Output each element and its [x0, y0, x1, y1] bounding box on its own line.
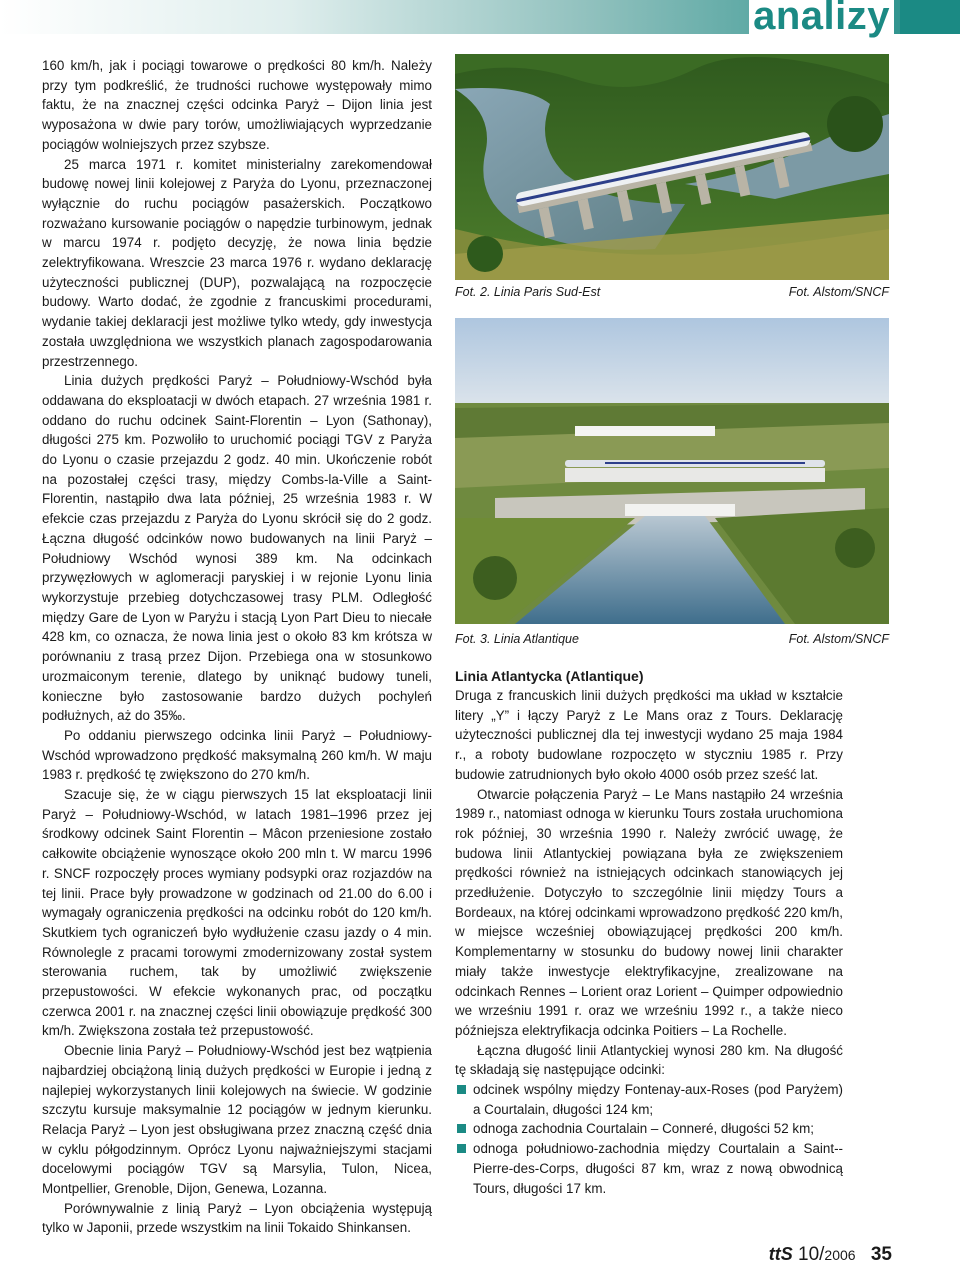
- issue-number: 10/: [798, 1244, 825, 1265]
- left-column: [42, 56, 432, 1238]
- paragraph: Szacuje się, że w ciągu pierwszych 15 lat eksploatacji linii Paryż – Południowy-Wschód, w latach 1981–1996 przez jej środkowy odcinek Saint Florentin – Mâcon przeniesione zostało całkowite obciążenie wynoszące około 200 mln t. W marcu 1996 r. SNCF rozpoczęły proces wymiany podsypki oraz rozjazdów na tej linii. Prace były prowadzone w godzinach od 21.00 do 6.00 i wymagały ograniczenia prędkości na odcinku robót do 120 km/h. Skutkiem tych ograniczeń było wydłużenie czasu jazdy o 4 min. Równolegle z pracami torowymi zmodernizowany został system sterowania ruchem, tak by umożliwić zwiększenie przepustowości. W efekcie wykonanych prac, od początku czerwca 2001 r. na znacznej części linii obowiązuje prędkość 300 km/h. Zwiększona została też przepustowość.: [42, 787, 432, 1039]
- photo-caption: [455, 631, 889, 647]
- bullet-square-icon: [457, 1124, 466, 1133]
- list-item-text: odnoga południowo-zachodnia między Courtalain a Saint--Pierre-des-Corps, długości 87 km, wraz z nową obwodnicą Tours, długości 17 km.: [473, 1141, 843, 1196]
- list-item-text: odnoga zachodnia Courtalain – Conneré, długości 52 km;: [473, 1121, 814, 1137]
- paragraph: Druga z francuskich linii dużych prędkości ma układ w kształcie litery „Y” i łączy Paryż z Le Mans oraz z Tours. Deklarację użyteczności publicznej dla tej inwestycji wydano 25 maja 1984 r., a roboty budowlane rozpoczęto w styczniu 1985 r. Przy budowie zatrudnionych było około 4000 osób przez sześć lat.: [455, 688, 843, 782]
- list-item: [455, 1139, 843, 1198]
- list-item-text: odcinek wspólny między Fontenay-aux-Roses (pod Paryżem) a Courtalain, długości 124 km;: [473, 1082, 843, 1117]
- photo-tgv-viaduct: [455, 54, 889, 280]
- right-column: [455, 666, 843, 1198]
- list-item: [455, 1080, 843, 1119]
- photo-caption: [455, 284, 889, 300]
- page-number: 35: [870, 1244, 892, 1265]
- photo-atlantique-bridges: [455, 318, 889, 624]
- paragraph: Łączna długość linii Atlantyckiej wynosi 280 km. Na długość tę składają się następujące odcinki:: [455, 1042, 843, 1078]
- magazine-logo: ttS: [768, 1244, 793, 1264]
- photo-credit: Fot. Alstom/SNCF: [788, 632, 889, 646]
- section-heading: Linia Atlantycka (Atlantique): [455, 668, 644, 684]
- paragraph: Obecnie linia Paryż – Południowy-Wschód jest bez wątpienia najbardziej obciążoną linią dużych prędkości w Europie i jedną z najlepiej wykorzystanych linii kolejowych na świecie. W godzinie szczytu kursuje maksymalnie 12 pociągów w jednym kierunku. Relacja Paryż – Lyon jest obsługiwana przez znaczną część dnia w cyklu półgodzinnym. Oprócz Lyonu najważniejszymi stacjami docelowymi pociągów TGV są Marsylia, Tulon, Nicea, Montpellier, Grenoble, Dijon, Genewa, Lozanna.: [42, 1043, 432, 1197]
- photo-credit: Fot. Alstom/SNCF: [788, 285, 889, 299]
- issue-year: 2006: [824, 1247, 856, 1263]
- header-accent-block: [900, 0, 960, 34]
- section-title: analizy: [749, 0, 894, 38]
- list-item: [455, 1119, 843, 1139]
- bullet-list: [455, 1080, 843, 1198]
- bullet-square-icon: [457, 1144, 466, 1153]
- caption-text: Fot. 3. Linia Atlantique: [455, 632, 579, 646]
- paragraph: 25 marca 1971 r. komitet ministerialny zarekomendował budowę nowej linii kolejowej z Paryża do Lyonu, przeznaczonej wyłącznie do ruchu pociągów pasażerskich. Początkowo rozważano kursowanie pociągów o napędzie turbinowym, jednak w marcu 1974 r. podjęto decyzję, że nowa linia będzie zelektryfikowana. Wreszcie 23 marca 1976 r. wydano deklarację użyteczności publicznej (DUP), pozwalającą na rozpoczęcie budowy. Warto dodać, że zgodnie z francuskimi procedurami, wydanie takiej deklaracji jest możliwe tylko wtedy, gdy inwestycja została uwzględniona we wszystkich planach zagospodarowania przestrzennego.: [42, 156, 432, 369]
- caption-text: Fot. 2. Linia Paris Sud-Est: [455, 285, 601, 299]
- paragraph: Otwarcie połączenia Paryż – Le Mans nastąpiło 24 września 1989 r., natomiast odnoga w kierunku Tours została uruchomiona rok później, 30 września 1990 r. Należy zwrócić uwagę, że budowa linii Atlantyckiej powiązana była ze zwiększeniem prędkości również na istniejących odcinkach stanowiących jej przedłużenie. Dotyczyło to szczególnie linii między Tours a Bordeaux, na której odcinkami wprowadzono prędkość 220 km/h, w miejsce wcześniej obowiązującej prędkości 200 km/h. Komplementarny w stosunku do budowy nowej linii charakter miały także inwestycje elektryfikacyjne, zrealizowane na odcinkach Rennes – Lorient oraz Lorient – Quimper odpowiednio we wrześniu 1991 r. oraz we wrześniu 1992 r., a także nieco późniejsza elektryfikacja odcinka Poitiers – La Rochelle.: [455, 786, 843, 1038]
- paragraph: Porównywalnie z linią Paryż – Lyon obciążenia występują tylko w Japonii, przede wszystkim na linii Tokaido Shinkansen.: [42, 1200, 432, 1236]
- paragraph: 160 km/h, jak i pociągi towarowe o prędkości 80 km/h. Należy przy tym podkreślić, że trudności ruchowe występowały mimo faktu, że na znacznej części odcinka Paryż – Dijon linia jest wyposażona w dwie pary torów, umożliwiających wyprzedzanie pociągów wolniejszych przez szybsze.: [42, 58, 432, 152]
- paragraph: Po oddaniu pierwszego odcinka linii Paryż – Południowy-Wschód wprowadzono prędkość maksymalną 260 km/h. W maju 1983 r. prędkość tę zwiększono do 270 km/h.: [42, 727, 432, 783]
- bullet-square-icon: [457, 1085, 466, 1094]
- paragraph: Linia dużych prędkości Paryż – Południowy-Wschód była oddawana do eksploatacji w dwóch etapach. 27 września 1981 r. oddano do ruchu odcinek Saint-Florentin – Lyon (Sathonay), długości 275 km. Pozwoliło to uruchomić pociągi TGV z Paryża do Lyonu o czasie przejazdu 2 godz. 40 min. Ukończenie robót na pozostałej części trasy, między Combs-la-Ville a Saint-Florentin, nastąpiło dwa lata później, 25 września 1983 r. W efekcie czas przejazdu z Paryża do Lyonu skrócił się do 2 godz. Łączna długość odcinków nowo budowanych na linii Paryż – Południowy Wschód wynosi 389 km. Na odcinkach przywęzłowych w aglomeracji paryskiej i w rejonie Lyonu linia wykorzystuje przebieg dotychczasowej trasy PLM. Odległość między Gare de Lyon w Paryżu i stacją Lyon Part Dieu to niecałe 428 km, co oznacza, że nowa linia jest o około 83 km krótsza w porównaniu z trasą przez Dijon. Przebiega ona w stosunkowo urozmaiconym terenie, dlatego by uniknąć budowy tuneli, konieczne było zastosowanie bardzo dużych pochyleń podłużnych, aż do 35‰.: [42, 373, 432, 724]
